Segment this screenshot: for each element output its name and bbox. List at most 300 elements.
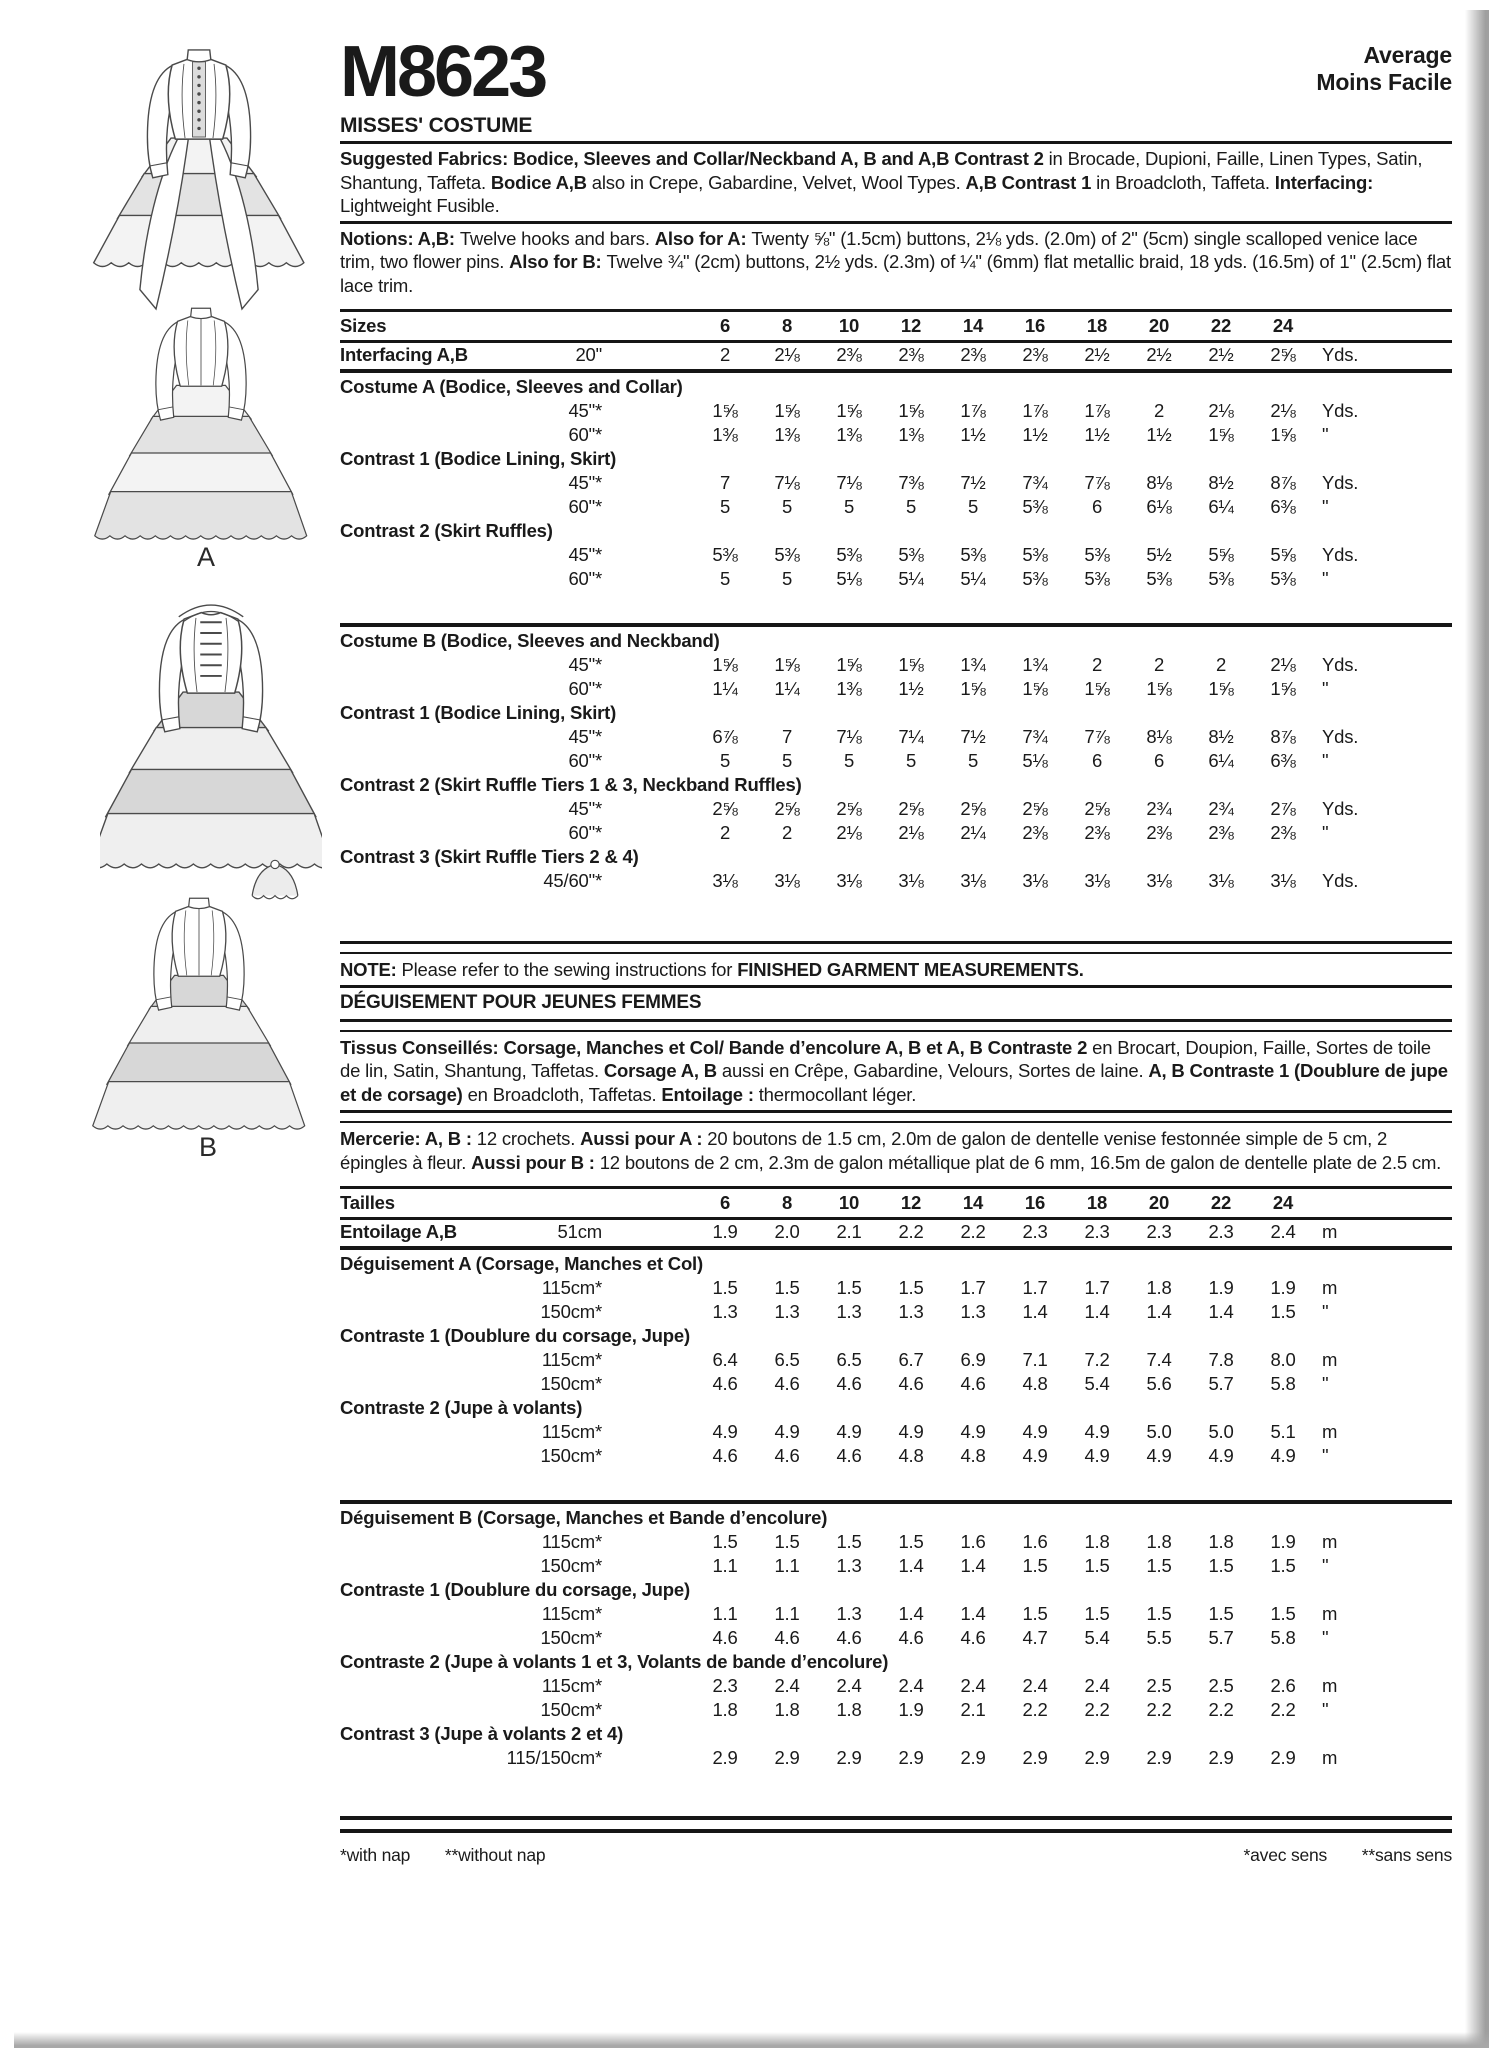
- yardage-value: 1.9: [898, 1699, 924, 1721]
- yardage-value: 1.5: [898, 1531, 924, 1553]
- yardage-value: 1⅝: [960, 678, 986, 700]
- yardage-value: 1.4: [1208, 1301, 1234, 1323]
- yardage-value: 3⅛: [774, 870, 800, 892]
- yardage-value: 1.4: [1084, 1301, 1110, 1323]
- size-column-header: 18: [1086, 315, 1108, 337]
- yardage-value: 1.5: [836, 1531, 862, 1553]
- yardage-value: 1.1: [774, 1603, 800, 1625]
- yardage-row: [340, 1444, 1452, 1468]
- bold-run: Also for A:: [654, 227, 752, 249]
- unit-label: ": [1322, 1555, 1329, 1577]
- size-column-header: 8: [781, 315, 793, 337]
- yardage-value: 1⅜: [898, 424, 924, 446]
- footnote-sans-sens: **sans sens: [1361, 1845, 1452, 1866]
- yardage-value: 1.5: [712, 1531, 738, 1553]
- yardage-value: 1⅝: [836, 654, 862, 676]
- yardage-value: 8.0: [1270, 1349, 1296, 1371]
- unit-label: Yds.: [1322, 798, 1359, 820]
- unit-label: ": [1322, 1627, 1329, 1649]
- mercerie-text: [340, 1127, 1452, 1174]
- bold-run: Suggested Fabrics: Bodice, Sleeves and Collar/Neckband A, B and A,B Contrast 2: [340, 148, 1049, 170]
- yardage-value: 3⅛: [960, 870, 986, 892]
- yardage-value: 2⅝: [898, 798, 924, 820]
- table-rule: [340, 623, 1452, 627]
- text-run: Twenty ⅝" (1.5cm) buttons, 2⅛ yds. (2.0m) of 2" (5cm) single scalloped venice lace trim, two flower pins.: [340, 227, 1418, 273]
- yardage-value: 1⅝: [712, 400, 738, 422]
- yardage-value: 2.4: [898, 1675, 924, 1697]
- yardage-value: 1.5: [1084, 1603, 1110, 1625]
- yardage-value: 7: [781, 726, 793, 748]
- divider-rule-double: [340, 1110, 1452, 1123]
- yardage-value: 6⅜: [1270, 750, 1296, 772]
- yardage-value: 1.5: [1146, 1603, 1172, 1625]
- size-column-header: 22: [1210, 1192, 1232, 1214]
- yardage-value: 5.4: [1084, 1627, 1110, 1649]
- yardage-value: 7⅛: [774, 472, 800, 494]
- footnotes: [340, 1845, 1452, 1866]
- yardage-value: 1⅞: [1084, 400, 1110, 422]
- yardage-value: 2: [781, 822, 793, 844]
- yardage-value: 4.9: [712, 1421, 738, 1443]
- yardage-value: 1.7: [1084, 1277, 1110, 1299]
- yardage-value: 7¾: [1022, 472, 1048, 494]
- yardage-value: 5: [719, 496, 731, 518]
- yardage-value: 1⅝: [898, 654, 924, 676]
- divider-rule: [340, 141, 1452, 144]
- yardage-value: 2⅜: [1270, 822, 1296, 844]
- yardage-value: 1.8: [1208, 1531, 1234, 1553]
- yardage-value: 2.9: [1208, 1747, 1234, 1769]
- yardage-value: 1.8: [774, 1699, 800, 1721]
- yardage-value: 7.2: [1084, 1349, 1110, 1371]
- yardage-value: 5⅜: [1022, 496, 1048, 518]
- yardage-value: 1⅝: [836, 400, 862, 422]
- yardage-value: 2.2: [1208, 1699, 1234, 1721]
- yardage-value: 2.9: [1022, 1747, 1048, 1769]
- yardage-value: 2.0: [774, 1221, 800, 1243]
- yardage-value: 4.6: [960, 1627, 986, 1649]
- fabric-width: 45"*: [568, 400, 602, 422]
- yardage-value: 1.1: [774, 1555, 800, 1577]
- yardage-value: 2.9: [1146, 1747, 1172, 1769]
- yardage-value: 3⅛: [898, 870, 924, 892]
- yardage-value: 2⅜: [1022, 344, 1048, 366]
- yardage-value: 2.2: [1022, 1699, 1048, 1721]
- yardage-value: 2.5: [1146, 1675, 1172, 1697]
- unit-label: ": [1322, 424, 1329, 446]
- yardage-value: 5.5: [1146, 1627, 1172, 1649]
- text-run: Twelve hooks and bars.: [459, 227, 655, 249]
- yardage-value: 1.5: [898, 1277, 924, 1299]
- notions-text: [340, 227, 1452, 298]
- yardage-row: [340, 1530, 1452, 1554]
- unit-label: m: [1322, 1277, 1338, 1299]
- yardage-value: 4.6: [898, 1373, 924, 1395]
- table-gap: [340, 1468, 1452, 1498]
- yardage-value: 3⅛: [1022, 870, 1048, 892]
- unit-label: m: [1322, 1221, 1338, 1243]
- yardage-row: [340, 1674, 1452, 1698]
- header: [340, 32, 1452, 112]
- yardage-value: 5: [967, 496, 979, 518]
- yardage-value: 5: [781, 568, 793, 590]
- yardage-value: 2.3: [1022, 1221, 1048, 1243]
- yardage-value: 2⅛: [774, 344, 800, 366]
- unit-label: ": [1322, 678, 1329, 700]
- yardage-value: 1.5: [1022, 1555, 1048, 1577]
- fabric-width: 115cm*: [541, 1603, 602, 1625]
- yardage-value: 1.8: [1146, 1277, 1172, 1299]
- yardage-value: 4.9: [836, 1421, 862, 1443]
- yardage-value: 1⅝: [1084, 678, 1110, 700]
- yardage-value: 2: [1215, 654, 1227, 676]
- yardage-value: 7.8: [1208, 1349, 1234, 1371]
- yardage-value: 2⅛: [1270, 654, 1296, 676]
- yardage-row: [340, 749, 1452, 773]
- yardage-value: 5⅜: [898, 544, 924, 566]
- yardage-value: 4.8: [898, 1445, 924, 1467]
- yardage-value: 5: [905, 750, 917, 772]
- yardage-value: 8⅛: [1146, 472, 1172, 494]
- text-run: Lightweight Fusible.: [340, 195, 500, 217]
- table-section-header: Contrast 2 (Skirt Ruffles): [340, 520, 553, 542]
- yardage-value: 4.9: [1208, 1445, 1234, 1467]
- yardage-value: 2¼: [960, 822, 986, 844]
- difficulty-rating: [1316, 38, 1452, 96]
- footnote-french: [1244, 1845, 1453, 1866]
- yardage-value: 6: [1091, 750, 1103, 772]
- unit-label: ": [1322, 1373, 1329, 1395]
- yardage-value: 7⅜: [898, 472, 924, 494]
- yardage-value: 1.9: [1270, 1277, 1296, 1299]
- yardage-value: 5¼: [960, 568, 986, 590]
- bold-run: Mercerie: A, B :: [340, 1128, 477, 1150]
- footer-rule: [340, 1816, 1452, 1833]
- yardage-value: 1.3: [836, 1603, 862, 1625]
- yardage-row: [340, 1276, 1452, 1300]
- yardage-value: 1½: [1022, 424, 1048, 446]
- yardage-value: 6⅛: [1146, 496, 1172, 518]
- yardage-value: 6.9: [960, 1349, 986, 1371]
- yardage-value: 2.4: [836, 1675, 862, 1697]
- yardage-value: 4.6: [898, 1627, 924, 1649]
- yardage-value: 1.3: [774, 1301, 800, 1323]
- tissus-conseilles-text: [340, 1036, 1452, 1107]
- sizes-label: Sizes: [340, 315, 387, 337]
- yardage-value: 1⅜: [836, 678, 862, 700]
- unit-label: Yds.: [1322, 654, 1359, 676]
- yardage-value: 1.5: [1084, 1555, 1110, 1577]
- yardage-value: 6¼: [1208, 750, 1234, 772]
- pattern-title-french: DÉGUISEMENT POUR JEUNES FEMMES: [340, 991, 702, 1013]
- yardage-row: [340, 567, 1452, 591]
- yardage-value: 5⅜: [774, 544, 800, 566]
- yardage-row: [340, 423, 1452, 447]
- yardage-value: 1.6: [960, 1531, 986, 1553]
- yardage-value: 3⅛: [836, 870, 862, 892]
- yardage-value: 2⅝: [1084, 798, 1110, 820]
- yardage-value: 1⅜: [712, 424, 738, 446]
- yardage-value: 2⅜: [836, 344, 862, 366]
- yardage-value: 2.3: [1208, 1221, 1234, 1243]
- text-run: Please refer to the sewing instructions for: [401, 959, 738, 981]
- yardage-value: 2.4: [774, 1675, 800, 1697]
- yardage-value: 5⅜: [836, 544, 862, 566]
- size-column-header: 6: [719, 1192, 731, 1214]
- yardage-value: 2⅝: [1270, 344, 1296, 366]
- bold-run: Entoilage :: [661, 1083, 759, 1105]
- sizes-header-row: [340, 1186, 1452, 1220]
- yardage-value: 2⅜: [1208, 822, 1234, 844]
- yardage-value: 1.3: [898, 1301, 924, 1323]
- page-edge-shadow-bottom: [14, 2032, 1489, 2048]
- yardage-value: 5⅜: [1208, 568, 1234, 590]
- yardage-value: 1.4: [1146, 1301, 1172, 1323]
- yardage-value: 2⅝: [774, 798, 800, 820]
- fabric-width: 45"*: [568, 654, 602, 676]
- yardage-row: [340, 797, 1452, 821]
- unit-label: m: [1322, 1421, 1338, 1443]
- yardage-value: 4.6: [712, 1627, 738, 1649]
- bold-run: A,B Contrast 1: [965, 171, 1097, 193]
- text-run: in Brocade, Dupioni, Faille, Linen Types, Satin, Shantung, Taffeta.: [340, 148, 1423, 193]
- page-edge-shadow-right: [1465, 10, 1489, 2048]
- yardage-value: 1¼: [774, 678, 800, 700]
- yardage-value: 4.9: [898, 1421, 924, 1443]
- yardage-value: 7.1: [1022, 1349, 1048, 1371]
- yardage-value: 1.8: [836, 1699, 862, 1721]
- yardage-value: 2.3: [1084, 1221, 1110, 1243]
- yardage-value: 1.3: [836, 1555, 862, 1577]
- text-run: Twelve ¾" (2cm) buttons, 2½ yds. (2.3m) of ¼" (6mm) flat metallic braid, 18 yds. (16.5m) of 1" (2.5cm) flat lace trim.: [340, 251, 1451, 296]
- yardage-value: 2: [719, 822, 731, 844]
- footnote-without-nap: **without nap: [444, 1845, 546, 1866]
- sewing-note: [340, 958, 1452, 982]
- yardage-value: 4.6: [774, 1627, 800, 1649]
- yardage-value: 4.9: [1084, 1445, 1110, 1467]
- yardage-value: 6.5: [774, 1349, 800, 1371]
- bold-run: Tissus Conseillés: Corsage, Manches et Col/ Bande d’encolure A, B et A, B Contraste 2: [340, 1036, 1093, 1058]
- yardage-value: 5: [967, 750, 979, 772]
- yardage-value: 1.1: [712, 1555, 738, 1577]
- table-section-header: Contrast 1 (Bodice Lining, Skirt): [340, 448, 617, 470]
- yardage-value: 5: [719, 568, 731, 590]
- yardage-value: 1⅝: [1208, 678, 1234, 700]
- fabric-width: 45"*: [568, 726, 602, 748]
- yardage-value: 2: [1091, 654, 1103, 676]
- yardage-row: [340, 543, 1452, 567]
- bold-run: Interfacing:: [1274, 171, 1374, 193]
- fabric-width: 60"*: [568, 496, 602, 518]
- yardage-value: 8⅛: [1146, 726, 1172, 748]
- yardage-value: 2.9: [1270, 1747, 1296, 1769]
- bold-run: Notions: A,B:: [340, 227, 460, 249]
- size-column-header: 18: [1086, 1192, 1108, 1214]
- yardage-value: 2⅛: [836, 822, 862, 844]
- unit-label: ": [1322, 1445, 1329, 1467]
- footnote-with-nap: *with nap: [340, 1845, 411, 1866]
- yardage-value: 2.6: [1270, 1675, 1296, 1697]
- yardage-value: 1.5: [1146, 1555, 1172, 1577]
- yardage-value: 2⅜: [960, 344, 986, 366]
- yardage-value: 2: [1153, 400, 1165, 422]
- yardage-value: 3⅛: [712, 870, 738, 892]
- yardage-value: 5.7: [1208, 1373, 1234, 1395]
- yardage-value: 4.6: [774, 1445, 800, 1467]
- yardage-value: 6: [1091, 496, 1103, 518]
- yardage-value: 2⅜: [1146, 822, 1172, 844]
- yardage-value: 2¾: [1146, 798, 1172, 820]
- yardage-value: 1.4: [960, 1603, 986, 1625]
- yardage-value: 6.4: [712, 1349, 738, 1371]
- yardage-value: 1.4: [898, 1555, 924, 1577]
- size-column-header: 6: [719, 315, 731, 337]
- yardage-value: 2⅛: [1270, 400, 1296, 422]
- yardage-value: 7⅛: [836, 726, 862, 748]
- yardage-value: 8⅞: [1270, 472, 1296, 494]
- yardage-value: 5.8: [1270, 1627, 1296, 1649]
- bold-run: Corsage A, B: [603, 1060, 722, 1082]
- bold-run: Also for B:: [509, 251, 607, 273]
- yardage-value: 5⅜: [1084, 568, 1110, 590]
- size-column-header: 20: [1148, 315, 1170, 337]
- table-gap: [340, 1770, 1452, 1814]
- yardage-value: 1⅝: [1208, 424, 1234, 446]
- yardage-value: 2.2: [1146, 1699, 1172, 1721]
- yardage-value: 1.1: [712, 1603, 738, 1625]
- yardage-value: 5: [781, 496, 793, 518]
- unit-label: Yds.: [1322, 544, 1359, 566]
- unit-label: ": [1322, 822, 1329, 844]
- yardage-value: 2.3: [1146, 1221, 1172, 1243]
- yardage-value: 1⅝: [1270, 678, 1296, 700]
- view-label-b: B: [199, 1132, 217, 1162]
- fabric-width: 51cm: [557, 1221, 602, 1243]
- yardage-value: 1.3: [836, 1301, 862, 1323]
- yardage-value: 1.5: [1270, 1555, 1296, 1577]
- yardage-value: 6⅞: [712, 726, 738, 748]
- yardage-value: 2⅝: [836, 798, 862, 820]
- fabric-width: 45"*: [568, 798, 602, 820]
- yardage-row: [340, 343, 1452, 367]
- yardage-value: 2¾: [1208, 798, 1234, 820]
- size-column-header: 14: [962, 315, 984, 337]
- table-section-header: Contraste 1 (Doublure du corsage, Jupe): [340, 1579, 690, 1601]
- table-gap: [340, 591, 1452, 621]
- text-run: aussi en Crêpe, Gabardine, Velours, Sortes de laine.: [721, 1060, 1149, 1082]
- yardage-value: 7⅞: [1084, 726, 1110, 748]
- unit-label: m: [1322, 1675, 1338, 1697]
- yardage-value: 5⅜: [1022, 544, 1048, 566]
- yardage-row: [340, 471, 1452, 495]
- fabric-width: 45"*: [568, 544, 602, 566]
- unit-label: Yds.: [1322, 400, 1359, 422]
- yardage-value: 2.2: [960, 1221, 986, 1243]
- table-rule: [340, 1246, 1452, 1250]
- yardage-value: 1½: [898, 678, 924, 700]
- yardage-value: 1½: [960, 424, 986, 446]
- fabric-width: 150cm*: [540, 1301, 602, 1323]
- table-section-header: Contraste 2 (Jupe à volants 1 et 3, Volants de bande d’encolure): [340, 1651, 889, 1673]
- yardage-value: 6¼: [1208, 496, 1234, 518]
- yardage-value: 2.2: [1270, 1699, 1296, 1721]
- yardage-value: 7: [719, 472, 731, 494]
- yardage-value: 2.9: [1084, 1747, 1110, 1769]
- fabric-width: 20": [575, 344, 602, 366]
- yardage-value: 5⅜: [1084, 544, 1110, 566]
- yardage-value: 2⅛: [898, 822, 924, 844]
- yardage-value: 6: [1153, 750, 1165, 772]
- bold-run: Aussi pour A :: [580, 1128, 708, 1150]
- yardage-value: 1.5: [1270, 1301, 1296, 1323]
- yardage-value: 1.5: [1208, 1603, 1234, 1625]
- yardage-value: 1.8: [712, 1699, 738, 1721]
- text-run: 12 boutons de 2 cm, 2.3m de galon métallique plat de 6 mm, 16.5m de galon de dentelle plate de 2.5 cm.: [599, 1151, 1442, 1173]
- yardage-value: 7.4: [1146, 1349, 1172, 1371]
- yardage-value: 1.5: [1270, 1603, 1296, 1625]
- yardage-value: 5.7: [1208, 1627, 1234, 1649]
- yardage-value: 2⅜: [1022, 822, 1048, 844]
- unit-label: m: [1322, 1603, 1338, 1625]
- text-run: in Broadcloth, Taffeta.: [1096, 171, 1275, 193]
- size-column-header: 12: [900, 315, 922, 337]
- yardage-value: 1⅜: [836, 424, 862, 446]
- yardage-value: 2.9: [712, 1747, 738, 1769]
- yardage-value: 4.6: [836, 1373, 862, 1395]
- yardage-row: [340, 495, 1452, 519]
- yardage-value: 6⅜: [1270, 496, 1296, 518]
- yardage-value: 5⅜: [1022, 568, 1048, 590]
- table-section-header: Contraste 1 (Doublure du corsage, Jupe): [340, 1325, 690, 1347]
- fabric-width: 115cm*: [541, 1349, 602, 1371]
- yardage-value: 2.2: [1084, 1699, 1110, 1721]
- yardage-value: 2½: [1146, 344, 1172, 366]
- difficulty-french: Moins Facile: [1316, 69, 1452, 95]
- yardage-value: 1⅞: [1022, 400, 1048, 422]
- yardage-value: 4.9: [774, 1421, 800, 1443]
- unit-label: ": [1322, 568, 1329, 590]
- yardage-value: 5½: [1146, 544, 1172, 566]
- text-run: thermocollant léger.: [758, 1083, 917, 1105]
- size-column-header: 10: [838, 1192, 860, 1214]
- table-rule: [340, 1500, 1452, 1504]
- yardage-value: 4.6: [712, 1445, 738, 1467]
- table-section-header: Contraste 2 (Jupe à volants): [340, 1397, 583, 1419]
- yardage-value: 5: [781, 750, 793, 772]
- yardage-value: 2.9: [898, 1747, 924, 1769]
- yardage-value: 1⅝: [712, 654, 738, 676]
- bold-run: Aussi pour B :: [471, 1151, 600, 1173]
- fabric-width: 115cm*: [541, 1277, 602, 1299]
- yardage-row: [340, 725, 1452, 749]
- yardage-row: [340, 1698, 1452, 1722]
- yardage-row: [340, 1300, 1452, 1324]
- table-rule: [340, 369, 1452, 373]
- yardage-value: 5: [843, 496, 855, 518]
- yardage-value: 4.6: [960, 1373, 986, 1395]
- unit-label: m: [1322, 1349, 1338, 1371]
- yardage-row: [340, 1602, 1452, 1626]
- yardage-value: 5.6: [1146, 1373, 1172, 1395]
- yardage-value: 7¾: [1022, 726, 1048, 748]
- table-section-header: Costume B (Bodice, Sleeves and Neckband): [340, 630, 720, 652]
- yardage-value: 2.4: [1022, 1675, 1048, 1697]
- yardage-table-french: [340, 1186, 1452, 1770]
- yardage-value: 4.7: [1022, 1627, 1048, 1649]
- unit-label: Yds.: [1322, 472, 1359, 494]
- yardage-value: 5⅜: [960, 544, 986, 566]
- row-label: Interfacing A,B: [340, 344, 468, 366]
